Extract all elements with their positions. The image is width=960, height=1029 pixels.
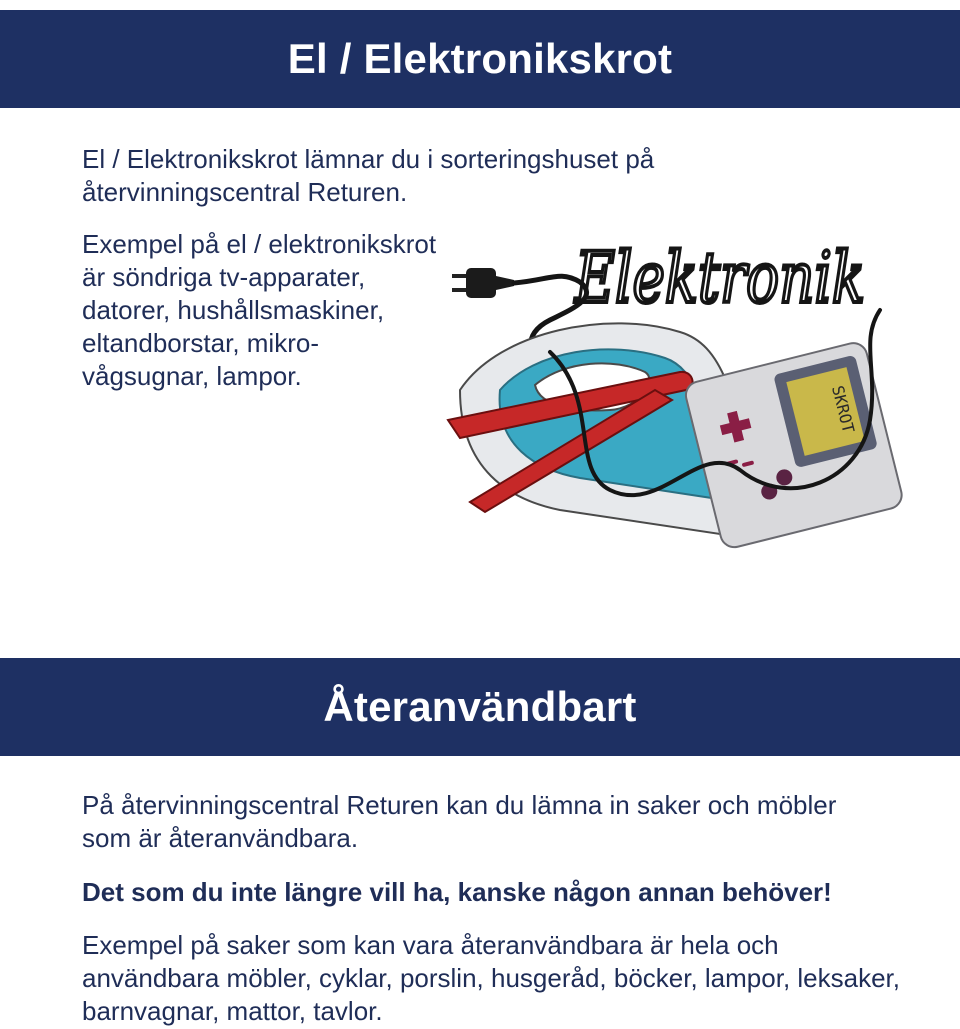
section-header-electronics [0, 10, 960, 108]
reusable-examples-text: Exempel på saker som kan vara återanvändbara är hela och användbara möbler, cyklar, porslin, husgeråd, böcker, lampor, leksaker, barnvagnar, mattor, tavlor. [82, 930, 900, 1026]
intro-text: El / Elektronikskrot lämnar du i sorteringshuset på återvinningscentral Returen. [82, 144, 655, 207]
reusable-intro-text: På återvinningscentral Returen kan du lämna in saker och möbler som är återanvändbara. [82, 790, 837, 853]
electronics-scrap-illustration [440, 240, 920, 570]
section-header-reusable [0, 658, 960, 756]
section-title: Återanvändbart [323, 683, 637, 730]
plug-icon [452, 268, 514, 298]
cable-lettering: Elektronik [573, 240, 865, 319]
examples-text: Exempel på el / elektronikskrot är söndriga tv-apparater, datorer, hushållsmaskiner, eltandborstar, mikro-vågsugnar, lampor. [82, 229, 437, 391]
screen-text: SKROT [828, 383, 859, 435]
section-title: El / Elektronikskrot [287, 35, 673, 82]
reusable-highlight-text: Det som du inte längre vill ha, kanske någon annan behöver! [82, 877, 832, 907]
